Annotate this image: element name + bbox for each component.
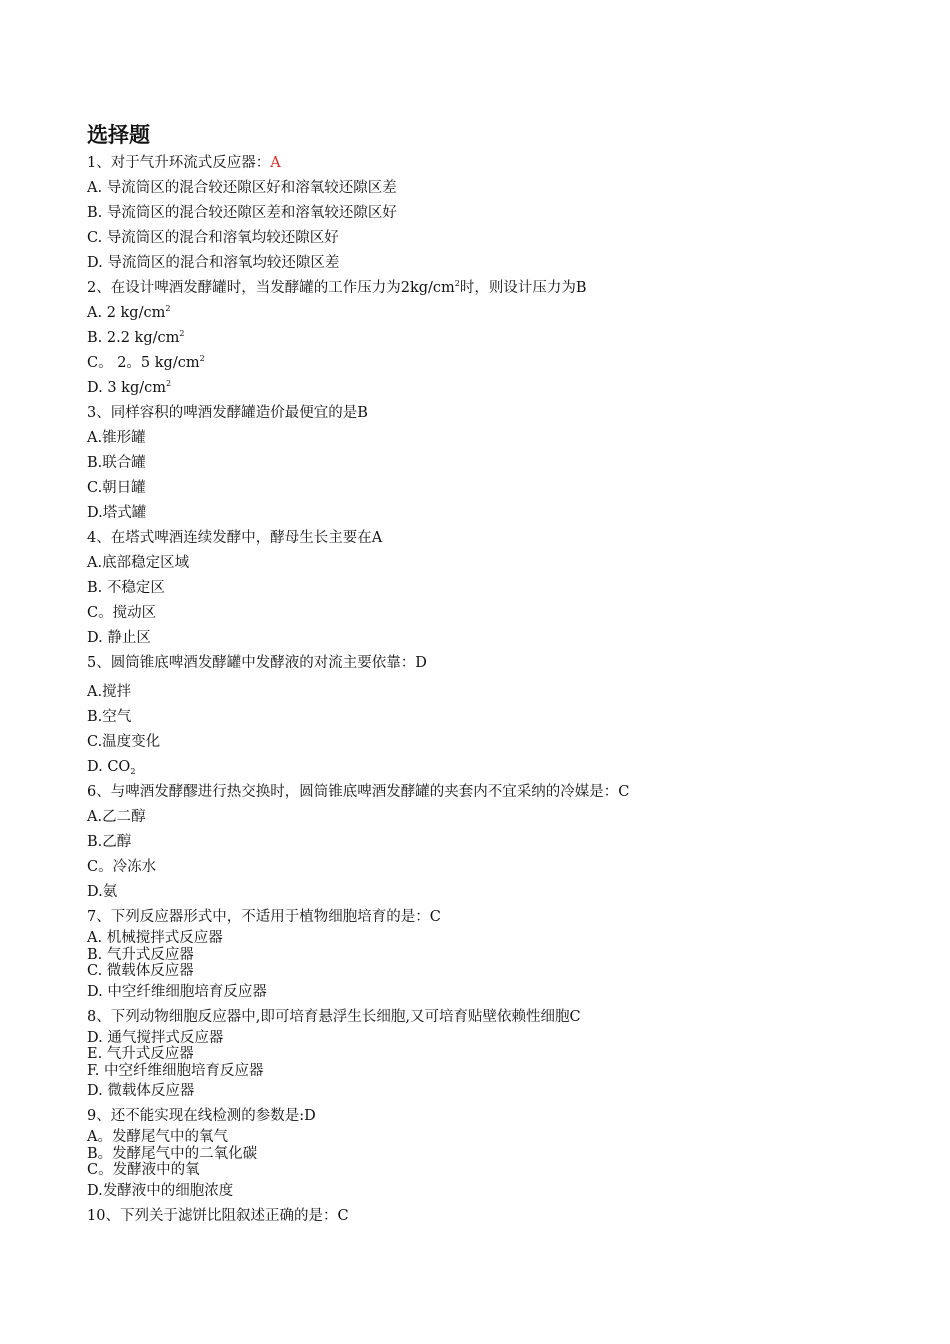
question-5-option-a: A.搅拌 (87, 684, 132, 700)
question-6-option-b: B.乙醇 (87, 834, 132, 850)
question-8-option-1: D. 通气搅拌式反应器 (87, 1029, 224, 1046)
section-title: 选择题 (87, 123, 150, 147)
question-9-option-d: D.发酵液中的细胞浓度 (87, 1182, 234, 1199)
question-7-option-c: C. 微载体反应器 (87, 963, 194, 979)
question-7-stem: 7、下列反应器形式中，不适用于植物细胞培育的是：C (87, 909, 441, 925)
question-1-answer: A (270, 155, 281, 171)
question-7-option-d: D. 中空纤维细胞培育反应器 (87, 983, 267, 1000)
question-1-option-a: A. 导流筒区的混合较还隙区好和溶氧较还隙区差 (87, 180, 397, 196)
question-8-option-2: E. 气升式反应器 (87, 1046, 194, 1062)
question-6-option-d: D.氨 (87, 884, 118, 900)
question-10-stem: 10、下列关于滤饼比阻叙述正确的是：C (87, 1207, 349, 1224)
question-4-option-d: D. 静止区 (87, 630, 151, 646)
question-9-option-c: C。发酵液中的氧 (87, 1162, 200, 1178)
question-2-option-c: C。 2。5 $kg/cm^2$ (87, 354, 205, 371)
question-8-stem: 8、下列动物细胞反应器中,即可培育悬浮生长细胞,又可培育贴壁依赖性细胞C (87, 1008, 581, 1025)
question-5-option-c: C.温度变化 (87, 734, 161, 750)
question-4-stem: 4、在塔式啤酒连续发酵中，酵母生长主要在A (87, 530, 383, 546)
question-3-option-b: B.联合罐 (87, 455, 146, 471)
question-8-option-4: D. 微载体反应器 (87, 1083, 195, 1099)
question-4-option-b: B. 不稳定区 (87, 580, 165, 596)
question-4-option-a: A.底部稳定区域 (87, 555, 190, 571)
question-6-stem: 6、与啤酒发酵醪进行热交换时，圆筒锥底啤酒发酵罐的夹套内不宜采纳的冷媒是：C (87, 784, 630, 800)
question-6-option-a: A.乙二醇 (87, 809, 146, 825)
question-1-option-d: D. 导流筒区的混合和溶氧均较还隙区差 (87, 255, 340, 271)
question-3-option-c: C.朝日罐 (87, 480, 146, 496)
question-9-option-a: A。发酵尾气中的氧气 (87, 1129, 228, 1145)
question-5-option-d: D. $CO_2$ (87, 759, 136, 776)
question-6-option-c: C。冷冻水 (87, 859, 157, 875)
question-3-option-d: D.塔式罐 (87, 505, 147, 521)
question-1-option-c: C. 导流筒区的混合和溶氧均较还隙区好 (87, 230, 339, 246)
question-5-option-b: B.空气 (87, 709, 132, 725)
question-2-option-b: B. 2.2 $kg/cm^2$ (87, 329, 185, 346)
question-2-option-a: A. 2 $kg/cm^2$ (87, 304, 171, 321)
question-3-stem: 3、同样容积的啤酒发酵罐造价最便宜的是B (87, 405, 368, 421)
question-9-stem: 9、还不能实现在线检测的参数是:D (87, 1108, 316, 1124)
question-9-option-b: B。发酵尾气中的二氧化碳 (87, 1145, 258, 1162)
question-1-stem: 1、对于气升环流式反应器：A (87, 155, 281, 171)
document-page (87, 120, 887, 1229)
question-1-option-b: B. 导流筒区的混合较还隙区差和溶氧较还隙区好 (87, 205, 397, 221)
question-8-option-3: F. 中空纤维细胞培育反应器 (87, 1062, 264, 1079)
question-7-option-a: A. 机械搅拌式反应器 (87, 930, 223, 946)
question-5-stem: 5、圆筒锥底啤酒发酵罐中发酵液的对流主要依靠：D (87, 655, 427, 671)
question-3-option-a: A.锥形罐 (87, 430, 146, 446)
question-7-option-b: B. 气升式反应器 (87, 946, 194, 963)
question-2-option-d: D. 3 $kg/cm^2$ (87, 379, 172, 396)
question-2-stem: 2、在设计啤酒发酵罐时，当发酵罐的工作压力为$2kg/cm^2$时，则设计压力为B (87, 279, 587, 296)
question-4-option-c: C。搅动区 (87, 605, 157, 621)
